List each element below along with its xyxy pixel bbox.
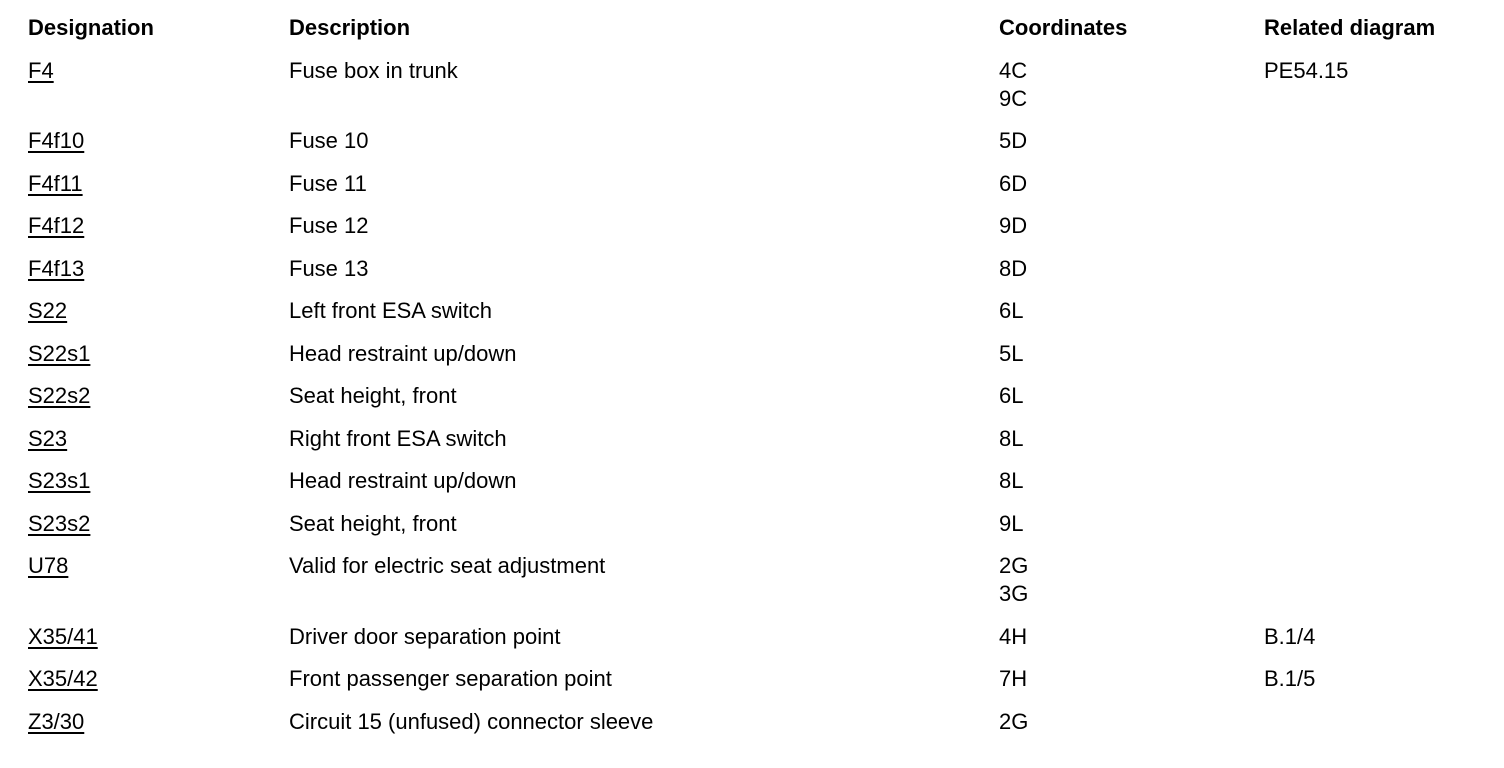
designation-cell (28, 255, 289, 283)
coordinate-value: 9D (999, 213, 1028, 238)
description-cell: Left front ESA switch (289, 298, 492, 323)
table-row (28, 708, 1484, 736)
coordinates-cell (999, 382, 1264, 410)
designation-link[interactable]: F4f12 (28, 213, 85, 238)
designation-link[interactable]: F4f13 (28, 255, 85, 281)
header-related-diagram: Related diagram (1264, 15, 1436, 40)
description-cell: Seat height, front (289, 510, 457, 536)
coordinates-cell (999, 297, 1264, 325)
coordinates-cell (999, 57, 1264, 113)
table-row (28, 340, 1484, 368)
coordinates-cell (999, 467, 1264, 495)
coordinate-value: 4H (999, 623, 1028, 649)
designation-cell (28, 170, 289, 198)
description-cell: Valid for electric seat adjustment (289, 553, 606, 578)
designation-link[interactable]: X35/41 (28, 623, 98, 649)
table-row (28, 170, 1484, 198)
designation-cell (28, 708, 289, 736)
description-cell: Fuse 12 (289, 213, 369, 238)
coordinate-value: 6L (999, 383, 1024, 408)
coordinates-cell (999, 552, 1264, 608)
designation-cell (28, 552, 289, 580)
designation-cell (28, 623, 289, 651)
coordinate-value: 6L (999, 298, 1024, 323)
designation-link[interactable]: S23 (28, 425, 68, 451)
table-row (28, 467, 1484, 495)
designation-cell (28, 467, 289, 495)
coordinate-value: 2G (999, 553, 1029, 578)
related-diagram-cell: PE54.15 (1264, 57, 1349, 83)
coordinates-cell (999, 212, 1264, 240)
coordinate-value: 8L (999, 468, 1024, 493)
table-body (28, 57, 1484, 736)
table-header-row (28, 14, 1484, 42)
designation-link[interactable]: X35/42 (28, 666, 98, 691)
designation-cell (28, 425, 289, 453)
coordinate-value: 7H (999, 666, 1028, 691)
coordinate-value: 3G (999, 581, 1029, 606)
table-row (28, 665, 1484, 693)
coordinate-value: 9C (999, 85, 1028, 111)
legend-table (28, 14, 1484, 736)
description-cell: Right front ESA switch (289, 425, 507, 451)
designation-cell (28, 57, 289, 85)
designation-link[interactable]: S23s2 (28, 510, 91, 536)
description-cell: Front passenger separation point (289, 666, 612, 691)
description-cell: Head restraint up/down (289, 468, 517, 493)
coordinate-value: 9L (999, 510, 1024, 536)
designation-cell (28, 382, 289, 410)
header-coordinates: Coordinates (999, 15, 1128, 40)
table-row (28, 57, 1484, 113)
table-row (28, 382, 1484, 410)
coordinates-cell (999, 665, 1264, 693)
description-cell: Circuit 15 (unfused) connector sleeve (289, 708, 654, 734)
description-cell: Fuse 13 (289, 255, 369, 281)
designation-cell (28, 127, 289, 155)
coordinate-value: 6D (999, 170, 1028, 196)
designation-link[interactable]: S22s2 (28, 383, 91, 408)
table-row (28, 510, 1484, 538)
description-cell: Seat height, front (289, 383, 457, 408)
designation-cell (28, 297, 289, 325)
coordinates-cell (999, 255, 1264, 283)
description-cell: Fuse 11 (289, 170, 367, 196)
coordinate-value: 4C (999, 57, 1028, 83)
designation-cell (28, 510, 289, 538)
designation-cell (28, 340, 289, 368)
designation-cell (28, 665, 289, 693)
designation-link[interactable]: F4f11 (28, 170, 83, 196)
table-row (28, 255, 1484, 283)
coordinate-value: 2G (999, 708, 1029, 734)
description-cell: Head restraint up/down (289, 340, 517, 366)
description-cell: Fuse 10 (289, 128, 369, 153)
designation-link[interactable]: S23s1 (28, 468, 91, 493)
header-designation: Designation (28, 15, 154, 40)
designation-link[interactable]: S22s1 (28, 340, 91, 366)
related-diagram-cell: B.1/4 (1264, 623, 1316, 649)
coordinates-cell (999, 127, 1264, 155)
coordinates-cell (999, 425, 1264, 453)
coordinate-value: 5L (999, 340, 1024, 366)
coordinate-value: 8D (999, 255, 1028, 281)
designation-link[interactable]: U78 (28, 553, 69, 578)
table-row (28, 127, 1484, 155)
coordinates-cell (999, 510, 1264, 538)
coordinates-cell (999, 708, 1264, 736)
table-row (28, 297, 1484, 325)
designation-link[interactable]: Z3/30 (28, 708, 85, 734)
description-cell: Fuse box in trunk (289, 57, 458, 83)
table-row (28, 212, 1484, 240)
table-row (28, 552, 1484, 608)
designation-cell (28, 212, 289, 240)
description-cell: Driver door separation point (289, 623, 561, 649)
designation-link[interactable]: S22 (28, 298, 68, 323)
coordinates-cell (999, 170, 1264, 198)
coordinates-cell (999, 623, 1264, 651)
designation-link[interactable]: F4f10 (28, 128, 85, 153)
table-row (28, 425, 1484, 453)
related-diagram-cell: B.1/5 (1264, 666, 1316, 691)
header-description: Description (289, 15, 411, 40)
coordinates-cell (999, 340, 1264, 368)
coordinate-value: 5D (999, 128, 1028, 153)
coordinate-value: 8L (999, 425, 1024, 451)
designation-link[interactable]: F4 (28, 57, 54, 83)
table-row (28, 623, 1484, 651)
